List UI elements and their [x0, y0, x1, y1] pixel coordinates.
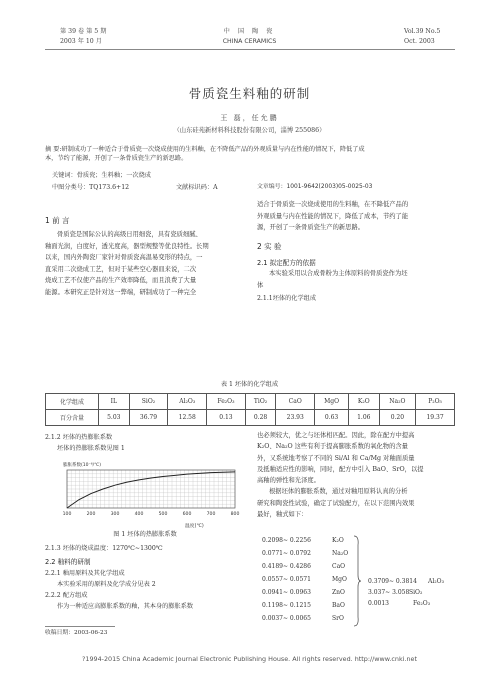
- table-header-row: [46, 394, 455, 410]
- formula-oxide: CaO: [332, 563, 346, 570]
- chart-grid: [67, 470, 235, 508]
- table-header-cell: 化学组成: [46, 394, 99, 410]
- formula-oxide: SrO: [332, 615, 344, 622]
- x-axis-label: 温度(℃): [185, 524, 204, 529]
- received-date: 收稿日期：2003-06-23: [45, 630, 108, 636]
- journal-name-en: CHINA CERAMICS: [222, 38, 277, 45]
- text-line: 最好，釉式如下：: [257, 511, 308, 519]
- x-tick-label: 300: [110, 512, 120, 517]
- table-header-cell: CaO: [276, 394, 315, 410]
- section-1-continued: [257, 199, 455, 234]
- text-line: 根据坯体的膨胀系数，通过对釉用原料认真的分析: [269, 488, 408, 496]
- text-line: 源，开创了一条骨质瓷生产的新思路。: [257, 224, 365, 232]
- formula-range: 0.3709~ 0.3814: [368, 578, 417, 585]
- text-line: 外，又系统地考察了不同的 Si/Al 和 Ca/Mg 对釉面质量: [257, 454, 415, 462]
- table-cell: 23.93: [276, 410, 315, 426]
- table-header-cell: SiO₂: [129, 394, 168, 410]
- formula-oxide: SiO₂: [409, 589, 423, 596]
- formula-range: 0.2098~ 0.2256: [262, 537, 311, 544]
- table-cell: 0.20: [379, 410, 416, 426]
- formula-row: [262, 602, 362, 615]
- abstract-line: 摘 要:研制成功了一种适合于骨质瓷一次烧成使用的生料釉，在不降低产品的外观质量与内在性能的情况下，降低了成: [45, 146, 365, 153]
- subsection-2-2-2-heading: 2.2.2 配方组成: [45, 592, 88, 599]
- table-header-cell: MgO: [315, 394, 349, 410]
- subsection-2-1-2-heading: 2.1.2 坯体的热膨胀系数: [45, 434, 113, 441]
- formula-oxide: MgO: [332, 576, 347, 583]
- text-line: 直采用二次烧成工艺，但对于某些空心器皿来说，二次: [45, 265, 197, 273]
- section-1-heading: 1 前 言: [45, 216, 70, 225]
- formula-range: 3.037~ 3.058: [368, 589, 410, 596]
- journal-date: 2003 年 10 月: [60, 38, 102, 45]
- table-caption: 表 1 坯体的化学组成: [220, 381, 279, 388]
- y-axis-label: 膨胀系数(10⁻⁶/℃): [63, 463, 101, 468]
- table-cell: 12.58: [168, 410, 207, 426]
- subsection-2-2-1-body: 本实验采用的原料及化学成分见表 2: [57, 581, 156, 588]
- text-line: 外观质量与内在性能的情况下，降低了成本，节约了能: [257, 212, 409, 220]
- formula-oxide: Na₂O: [332, 550, 349, 557]
- document-code: 文献标识码：A: [176, 184, 218, 191]
- authors: 王 磊，任允鹏: [220, 114, 279, 122]
- formula-range: 0.0557~ 0.0571: [262, 576, 311, 583]
- x-tick-label: 200: [86, 512, 96, 517]
- table-header-cell: Al₂O₃: [168, 394, 207, 410]
- text-line: 烧成工艺不仅使产品的生产效率降低，而且浪费了大量: [45, 277, 197, 285]
- formula-row: [368, 578, 458, 589]
- formula-range: 0.0013: [368, 600, 389, 607]
- glaze-formula-description: [257, 430, 455, 520]
- journal-volume-en: Vol.39 No.5: [404, 28, 441, 35]
- table-row: [46, 410, 455, 426]
- formula-oxide: BaO: [332, 602, 345, 609]
- subsection-2-2-heading: 2.2 釉料的研制: [45, 558, 91, 566]
- formula-row: [262, 563, 362, 576]
- x-tick-label: 400: [134, 512, 144, 517]
- formula-range: 0.0941~ 0.0963: [262, 589, 311, 596]
- text-line: 也必须较大，优之与坯体相匹配。因此，除在配方中提高: [257, 432, 415, 439]
- table-cell: 0.28: [245, 410, 276, 426]
- text-line: 高釉的弹性和光泽度。: [257, 477, 320, 485]
- table-header-cell: K₂O: [349, 394, 380, 410]
- glaze-formula-right: [368, 578, 458, 611]
- text-line: 釉面光润，白度好，透光度高，器型规整等优良特性。长期: [45, 242, 209, 250]
- table-cell: 0.63: [315, 410, 349, 426]
- x-tick-label: 100: [62, 512, 72, 517]
- formula-range: 0.4189~ 0.4286: [262, 563, 311, 570]
- text-line: 及抵釉适应性的影响，同时，配方中引入 BaO、SrO，以提: [257, 465, 424, 473]
- figure-reference: 坯体的热膨胀系数见图 1: [57, 445, 125, 452]
- formula-row: [262, 576, 362, 589]
- subsection-2-1-1-heading: 2.1.1坯体的化学组成: [257, 295, 317, 302]
- section-2-heading: 2 实 验: [257, 242, 282, 251]
- glaze-formula-left: [262, 537, 362, 628]
- keywords: 关键词：骨质瓷；生料釉；一次烧成: [52, 172, 151, 179]
- page-title: 骨质瓷生料釉的研制: [188, 86, 311, 101]
- formula-row: [262, 615, 362, 628]
- classification-number: 中图分类号：TQ173.6+12: [52, 184, 130, 191]
- formula-range: 0.0037~ 0.0065: [262, 615, 311, 622]
- text-line: 适合于骨质瓷一次烧成使用的生料釉，在不降低产品的: [257, 201, 409, 208]
- figure-caption: 图 1 坯体的热膨胀系数: [113, 531, 177, 538]
- section-1-body: [45, 229, 241, 299]
- table-cell: 36.79: [129, 410, 168, 426]
- table-cell: 1.06: [349, 410, 380, 426]
- formula-brace: [352, 535, 362, 627]
- affiliation: （山东硅苑新材料科技股份有限公司，淄博 255086）: [173, 127, 326, 134]
- table-cell: 19.37: [416, 410, 455, 426]
- subsection-2-1-heading: 2.1 拟定配方的依据: [257, 259, 316, 267]
- formula-row: [368, 589, 458, 600]
- x-tick-label: 600: [182, 512, 192, 517]
- table-cell: 5.03: [99, 410, 130, 426]
- subsection-2-2-2-body: 作为一种适应高膨胀系数的釉，其本身的膨胀系数: [57, 603, 194, 610]
- formula-range: 0.1198~ 0.1215: [262, 602, 311, 609]
- text-line: K₂O、Na₂O 这些有利于提高膨胀系数的氧化物的含量: [257, 443, 408, 451]
- subsection-2-1-body: [257, 268, 455, 291]
- formula-range: 0.0771~ 0.0792: [262, 550, 311, 557]
- table-header-cell: Na₂O: [379, 394, 416, 410]
- formula-row: [368, 600, 458, 611]
- journal-volume: 第 39 卷 第 5 期: [60, 28, 107, 35]
- formula-row: [262, 537, 362, 550]
- article-number: 文章编号：1001-9642(2003)05-0025-03: [257, 184, 373, 190]
- formula-oxide: ZnO: [332, 589, 345, 596]
- header-rule: [45, 49, 455, 50]
- footnote-rule: [45, 626, 115, 627]
- text-line: 骨质瓷是国际公认的高级日用细瓷，具有瓷质细腻、: [57, 231, 202, 238]
- text-line: 能源。本研究正是针对这一弊端，研制成功了一种完全: [45, 288, 197, 296]
- subsection-2-2-1-heading: 2.2.1 釉用原料及其化学组成: [45, 570, 125, 577]
- page-footer: ?1994-2015 China Academic Journal Electronic Publishing House. All rights reserved. http://www.cnki.net: [82, 655, 417, 663]
- table-header-cell: Fe₂O₃: [207, 394, 246, 410]
- table-header-cell: TiO₂: [245, 394, 276, 410]
- journal-date-en: Oct. 2003: [404, 38, 435, 45]
- formula-oxide: K₂O: [332, 537, 344, 544]
- x-tick-label: 700: [206, 512, 216, 517]
- text-line: 研究和陶瓷性试验，确定了试验配方，在以下范围内效果: [257, 499, 415, 507]
- formula-row: [262, 589, 362, 602]
- table-row-label: 百分含量: [46, 410, 99, 426]
- text-line: 以来，国内外陶瓷厂家针对骨质瓷高温易变形的特点，一: [45, 254, 203, 262]
- text-line: 体: [257, 281, 264, 289]
- x-axis-ticks: [63, 511, 240, 517]
- subsection-2-1-3-heading: 2.1.3 坯体的烧成温度：1270℃~1300℃: [45, 545, 163, 552]
- thermal-expansion-chart: [45, 458, 245, 530]
- formula-row: [262, 550, 362, 563]
- table-header-cell: P₂O₅: [416, 394, 455, 410]
- text-line: 本实验采用以合成骨粉为主体原料的骨质瓷作为坯: [269, 270, 408, 277]
- table-cell: 0.13: [207, 410, 246, 426]
- x-tick-label: 500: [158, 512, 168, 517]
- x-tick-label: 800: [230, 512, 240, 517]
- abstract: [45, 145, 455, 163]
- table-header-cell: IL: [99, 394, 130, 410]
- chemical-composition-table: [45, 393, 455, 426]
- abstract-line: 本，节约了能源，开创了一条骨质瓷生产的新思路。: [45, 155, 188, 162]
- formula-oxide: Fe₂O₃: [413, 600, 431, 607]
- journal-name-cn: 中 国 陶 瓷: [223, 28, 276, 35]
- formula-oxide: Al₂O₃: [428, 578, 444, 585]
